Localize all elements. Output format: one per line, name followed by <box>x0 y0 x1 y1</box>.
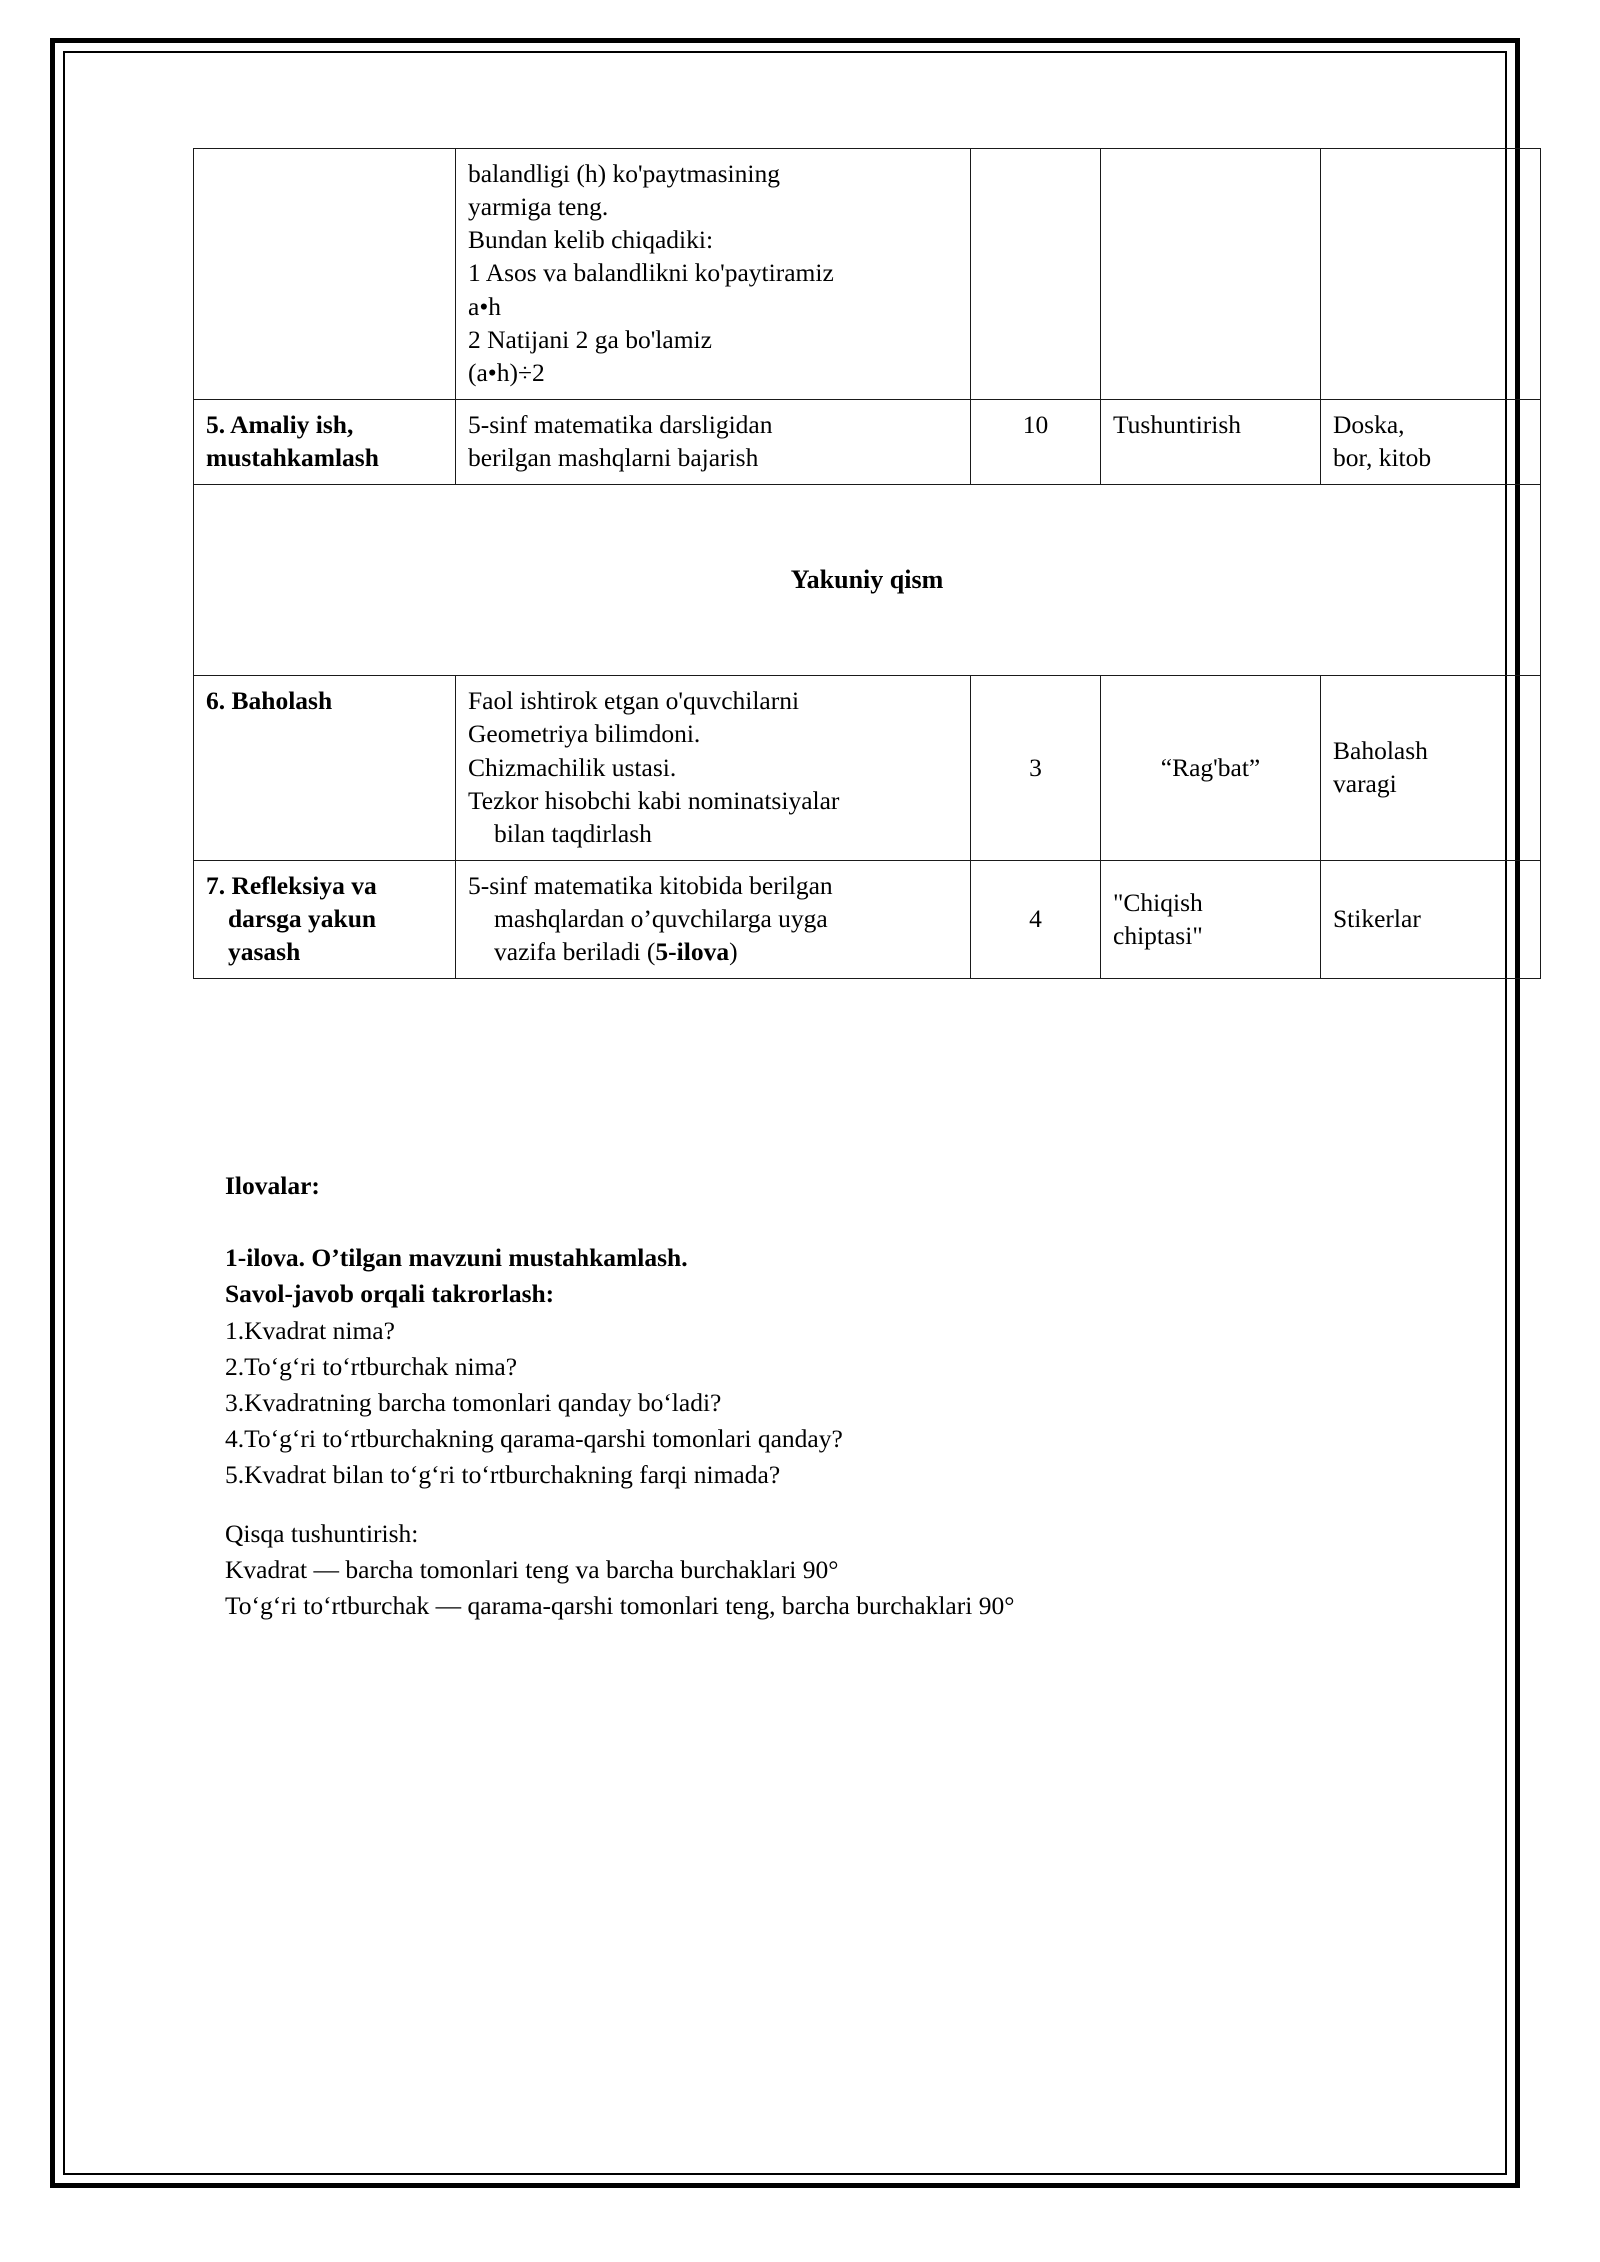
stage-line: 6. Baholash <box>206 686 333 716</box>
explanation-line: To‘g‘ri to‘rtburchak — qarama-qarshi tomonlari teng, barcha burchaklari 90° <box>225 1591 1015 1621</box>
desc-line: Faol ishtirok etgan o'quvchilarni <box>468 686 800 716</box>
desc-line: yarmiga teng. <box>468 192 609 222</box>
list-item: 2.To‘g‘ri to‘rtburchak nima? <box>225 1351 518 1381</box>
desc-line: 5-sinf matematika darsligidan <box>468 409 773 439</box>
appendix-subheading-2: Savol-javob orqali takrorlash: <box>225 1279 555 1309</box>
stage-line: yasash <box>228 937 301 967</box>
stage-line: darsga yakun <box>228 904 377 934</box>
cell-method: Tushuntirish <box>1101 399 1321 484</box>
cell-tools <box>1321 676 1541 861</box>
cell-description <box>456 399 971 484</box>
cell-tools <box>1321 860 1541 978</box>
cell-tools <box>1321 399 1541 484</box>
table-row <box>194 860 1541 978</box>
desc-line: Chizmachilik ustasi. <box>468 752 677 782</box>
explanation-line: Kvadrat — barcha tomonlari teng va barcha burchaklari 90° <box>225 1554 839 1584</box>
cell-time <box>971 149 1101 400</box>
desc-tail: ) <box>729 937 738 967</box>
list-item: 5.Kvadrat bilan to‘g‘ri to‘rtburchakning farqi nimada? <box>225 1460 781 1490</box>
lesson-plan-table <box>193 148 1541 979</box>
spacer <box>225 1204 1475 1240</box>
desc-bold-ref: 5-ilova <box>655 937 730 967</box>
desc-line: Tezkor hisobchi kabi nominatsiyalar <box>468 785 840 815</box>
cell-description <box>456 676 971 861</box>
list-item: 4.To‘g‘ri to‘rtburchakning qarama-qarshi tomonlari qanday? <box>225 1424 843 1454</box>
list-item: 1.Kvadrat nima? <box>225 1315 395 1345</box>
desc-line: (a•h)÷2 <box>468 357 545 387</box>
cell-method <box>1101 860 1321 978</box>
table-row-banner <box>194 485 1541 676</box>
cell-description <box>456 860 971 978</box>
stage-line: 7. Refleksiya va <box>206 870 377 900</box>
cell-method: “Rag'bat” <box>1101 676 1321 861</box>
desc-line: Bundan kelib chiqadiki: <box>468 225 714 255</box>
table-row <box>194 676 1541 861</box>
desc-line: balandligi (h) ko'paytmasining <box>468 159 780 188</box>
appendix-subheading-1: 1-ilova. O’tilgan mavzuni mustahkamlash. <box>225 1243 688 1273</box>
desc-line: berilgan mashqlarni bajarish <box>468 443 759 473</box>
cell-description <box>456 149 971 400</box>
list-item: 3.Kvadratning barcha tomonlari qanday bo‘ladi? <box>225 1388 722 1418</box>
tools-line: Stikerlar <box>1333 904 1421 934</box>
cell-stage <box>194 676 456 861</box>
desc-line: a•h <box>468 291 501 321</box>
cell-stage <box>194 860 456 978</box>
short-explanation-label: Qisqa tushuntirish: <box>225 1518 419 1548</box>
desc-line: Geometriya bilimdoni. <box>468 719 701 749</box>
desc-text: vazifa beriladi ( <box>494 937 656 967</box>
desc-line-with-bold <box>468 935 958 968</box>
table-row <box>194 149 1541 400</box>
stage-line: mustahkamlash <box>206 443 379 473</box>
method-line: "Chiqish <box>1113 887 1203 917</box>
desc-line: bilan taqdirlash <box>494 818 652 848</box>
cell-time: 4 <box>971 860 1101 978</box>
desc-line: 2 Natijani 2 ga bo'lamiz <box>468 324 712 354</box>
tools-line: Doska, <box>1333 409 1405 439</box>
cell-stage <box>194 399 456 484</box>
desc-line: mashqlardan o’quvchilarga uyga <box>494 904 828 934</box>
table-row <box>194 399 1541 484</box>
tools-line: Baholash <box>1333 735 1428 765</box>
appendix-section <box>225 1168 1475 1624</box>
cell-tools <box>1321 149 1541 400</box>
cell-stage <box>194 149 456 400</box>
cell-time: 10 <box>971 399 1101 484</box>
spacer <box>225 1494 1475 1516</box>
stage-line: 5. Amaliy ish, <box>206 409 354 439</box>
tools-line: bor, kitob <box>1333 443 1432 473</box>
cell-time: 3 <box>971 676 1101 861</box>
question-list <box>225 1313 1475 1494</box>
cell-method <box>1101 149 1321 400</box>
section-banner-yakuniy-qism: Yakuniy qism <box>194 485 1541 676</box>
desc-line: 1 Asos va balandlikni ko'paytiramiz <box>468 258 834 288</box>
desc-line: 5-sinf matematika kitobida berilgan <box>468 870 833 900</box>
appendix-heading: Ilovalar: <box>225 1171 320 1200</box>
tools-line: varagi <box>1333 769 1397 799</box>
method-line: chiptasi" <box>1113 920 1203 950</box>
